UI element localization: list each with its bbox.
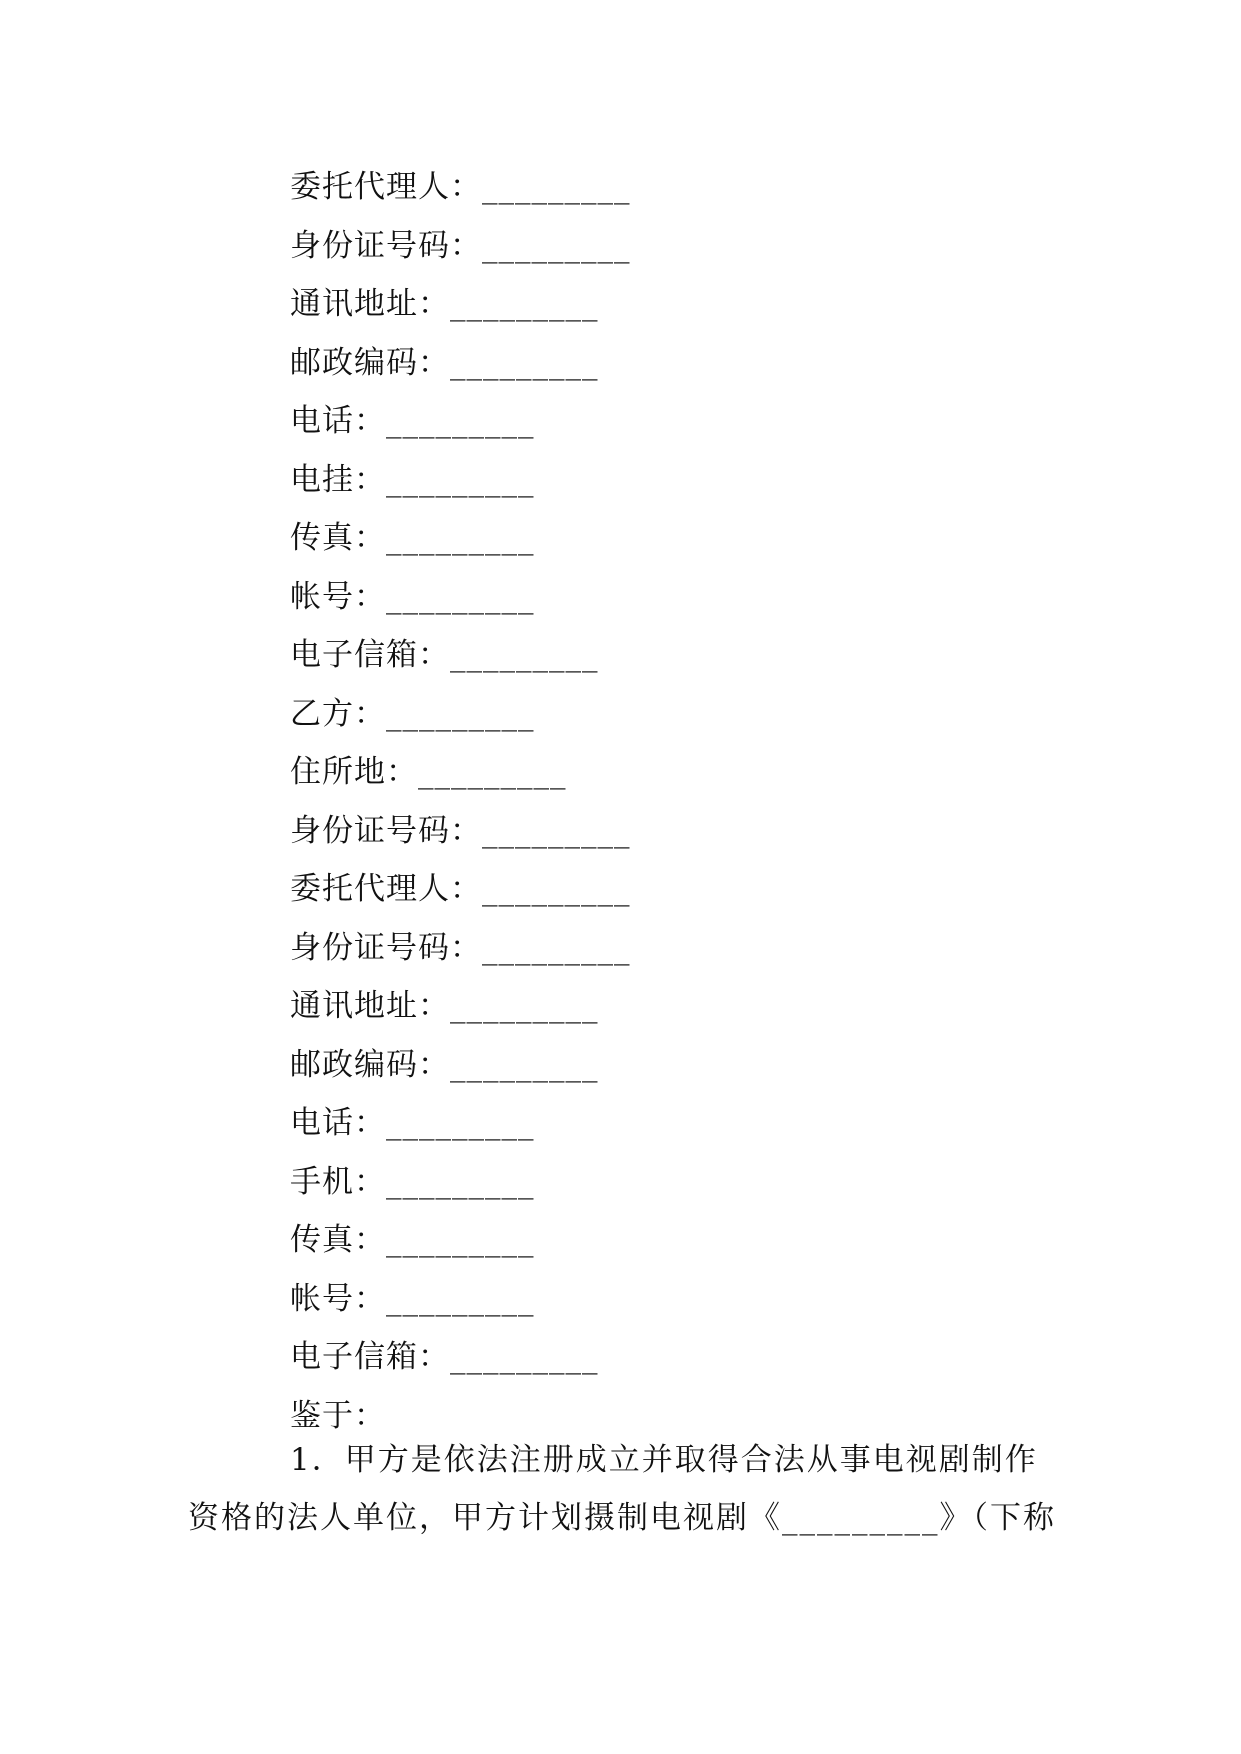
party-b-email-field: 电子信箱：_________ <box>290 1339 599 1375</box>
contract-field-list <box>290 158 1110 1445</box>
residence-field: 住所地：_________ <box>290 754 567 790</box>
contract-paragraph-1: 1．甲方是依法注册成立并取得合法从事电视剧制作资格的法人单位，甲方计划摄制电视剧《_________》（下称 <box>188 1442 1056 1536</box>
party-b-id-number-field: 身份证号码：_________ <box>290 812 631 849</box>
whereas-heading: 鉴于： <box>290 1397 386 1434</box>
mailing-address-field: 通讯地址：_________ <box>290 286 599 322</box>
account-field: 帐号：_________ <box>290 578 535 615</box>
party-b-mobile-field: 手机：_________ <box>290 1163 535 1200</box>
postal-code-field: 邮政编码：_________ <box>290 344 599 381</box>
party-b-postal-code-field: 邮政编码：_________ <box>290 1046 599 1083</box>
phone-field: 电话：_________ <box>290 403 535 439</box>
email-field: 电子信箱：_________ <box>290 637 599 673</box>
party-b-fax-field: 传真：_________ <box>290 1222 535 1258</box>
id-number-field: 身份证号码：_________ <box>290 227 631 264</box>
party-b-account-field: 帐号：_________ <box>290 1280 535 1317</box>
party-b-phone-field: 电话：_________ <box>290 1105 535 1141</box>
party-b-mailing-address-field: 通讯地址：_________ <box>290 988 599 1024</box>
party-b-agent-id-number-field: 身份证号码：_________ <box>290 929 631 966</box>
party-b-agent-field: 委托代理人：_________ <box>290 871 631 907</box>
party-b-field: 乙方：_________ <box>290 695 535 732</box>
telegraph-field: 电挂：_________ <box>290 461 535 498</box>
agent-field: 委托代理人：_________ <box>290 169 631 205</box>
fax-field: 传真：_________ <box>290 520 535 556</box>
